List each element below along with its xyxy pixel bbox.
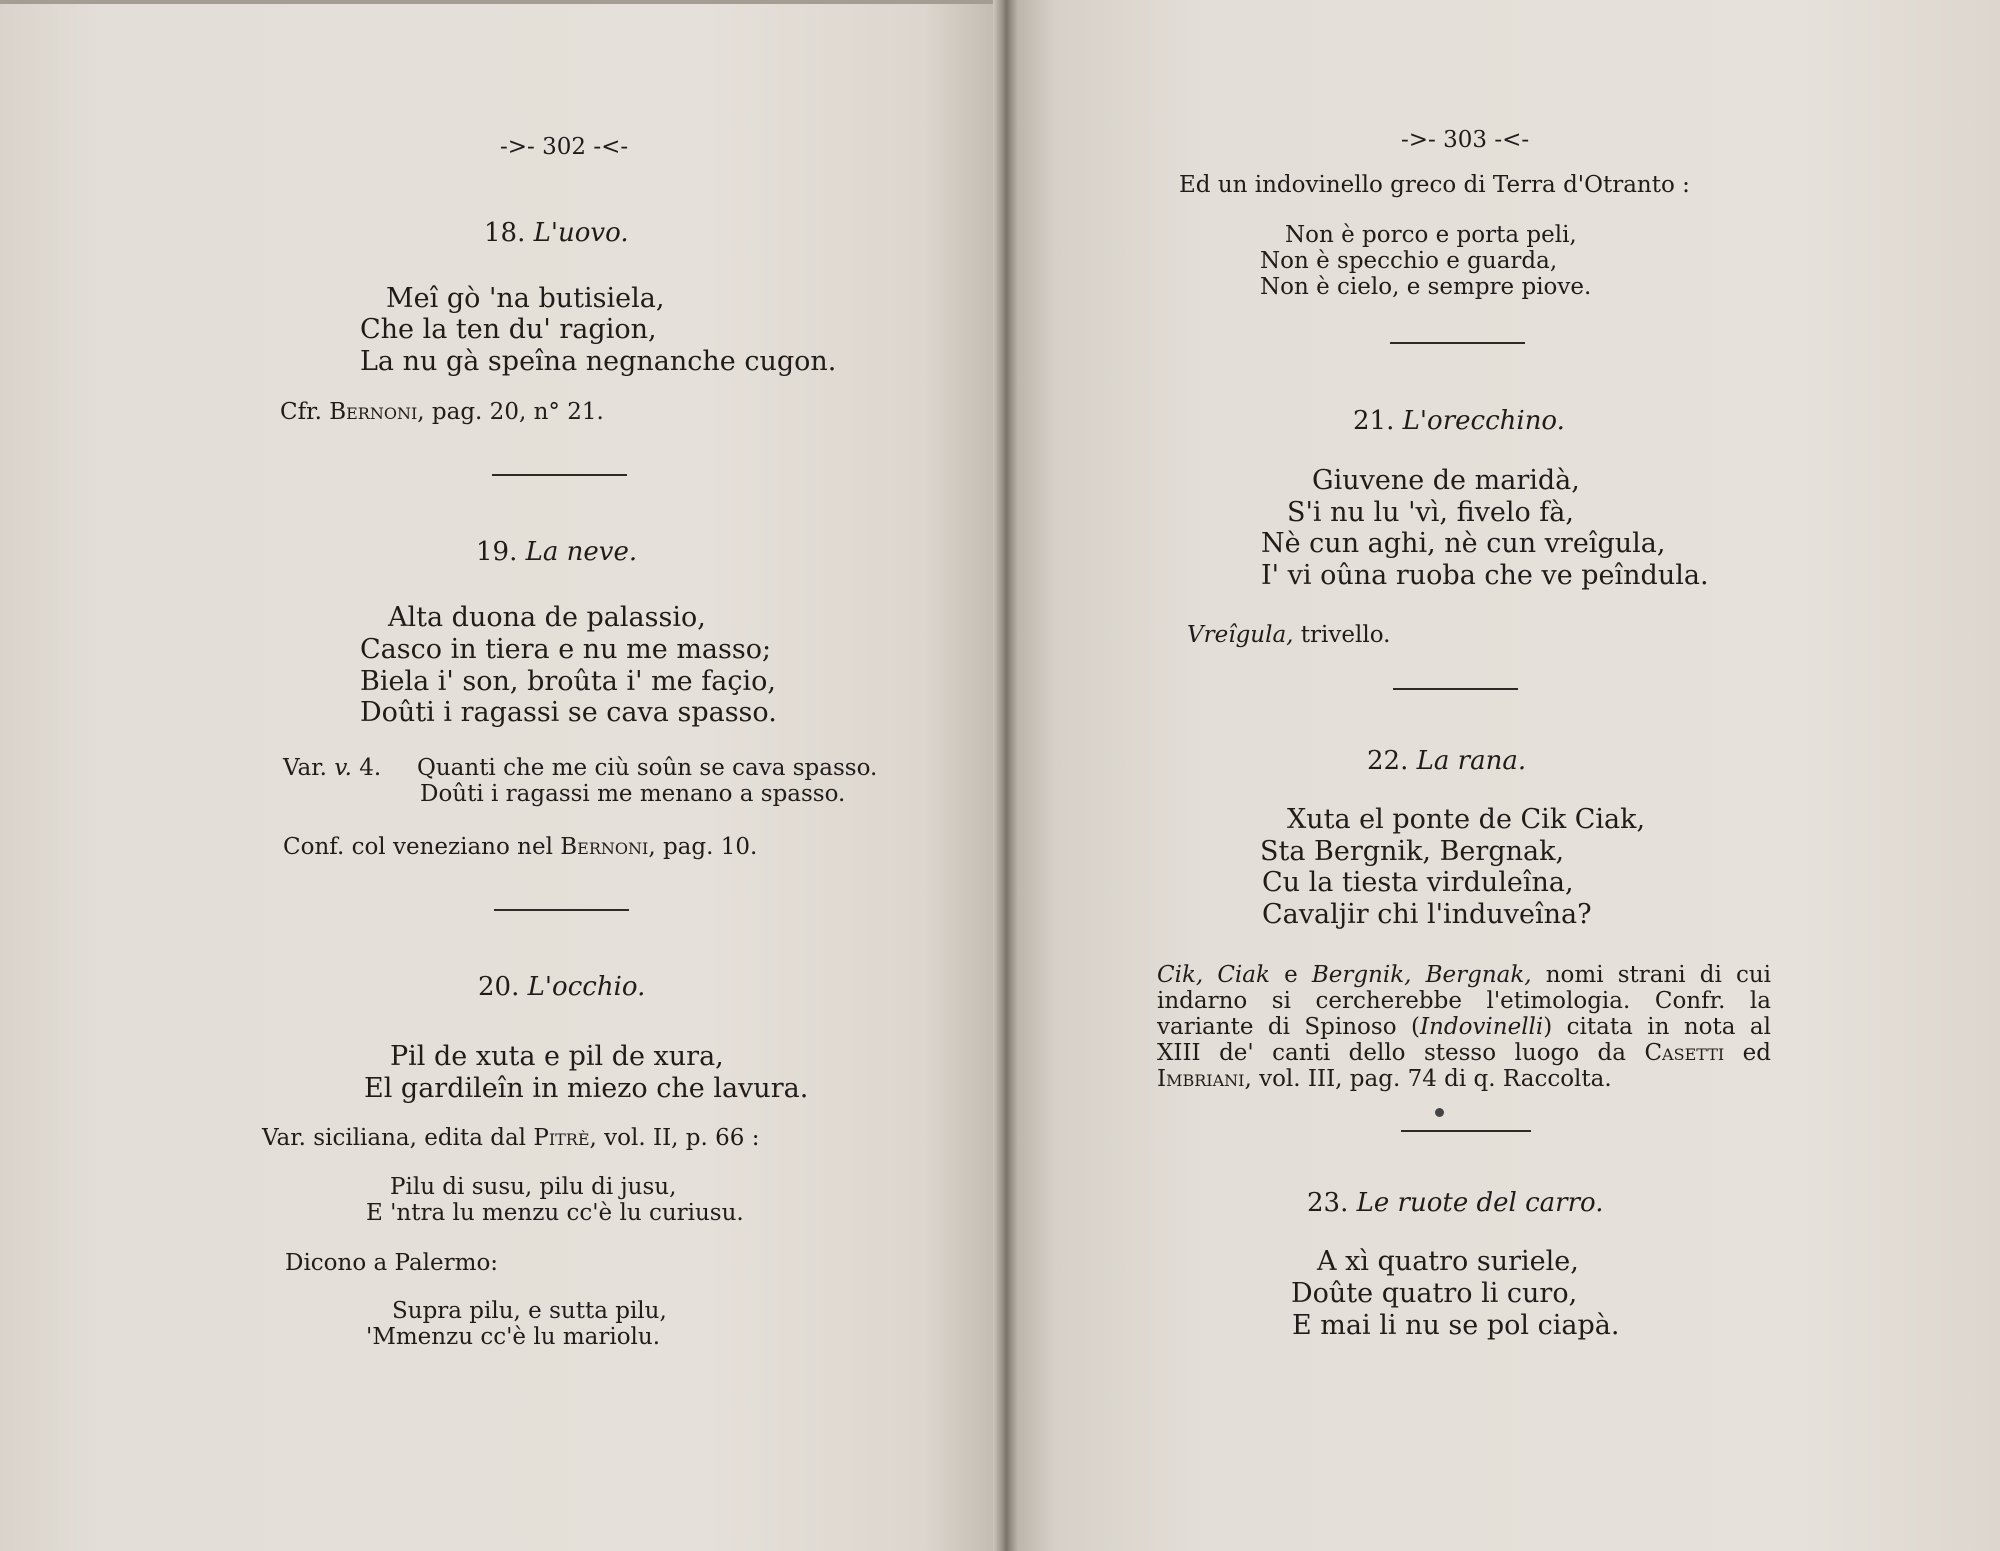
note-author: Imbriani	[1157, 1066, 1245, 1092]
etymology-note	[1157, 962, 1771, 1092]
conf-suffix: , pag. 10.	[648, 834, 758, 860]
verse-line: Che la ten du' ragion,	[360, 314, 657, 345]
ref-author: Bernoni	[329, 399, 418, 425]
note-text: ) citata in nota al XIII de' canti dello stesso luogo da	[1157, 1014, 1771, 1066]
ref-prefix: Cfr.	[280, 399, 322, 425]
riddle-number: 21.	[1353, 406, 1395, 436]
quote-line: Non è cielo, e sempre piove.	[1260, 274, 1592, 300]
variant-note	[262, 1125, 759, 1151]
quote-line: Non è specchio e guarda,	[1260, 248, 1558, 274]
riddle-title: L'occhio.	[527, 972, 646, 1002]
verse-line: Xuta el ponte de Cik Ciak,	[1287, 804, 1646, 835]
verse-line: Doûti i ragassi se cava spasso.	[360, 697, 777, 728]
section-divider	[1390, 342, 1525, 344]
var-suffix: , vol. II, p. 66 :	[589, 1125, 760, 1151]
page-number-value: 303	[1443, 127, 1488, 153]
right-page	[1005, 0, 2000, 1551]
verse-line: Casco in tiera e nu me masso;	[360, 634, 772, 665]
variant-line: Doûti i ragassi me menano a spasso.	[420, 781, 846, 807]
verse-line: I' vi oûna ruoba che ve peîndula.	[1261, 560, 1709, 591]
quote-line: Non è porco e porta peli,	[1285, 222, 1577, 248]
verse-line: Giuvene de maridà,	[1312, 465, 1580, 496]
variant-line: Quanti che me ciù soûn se cava spasso.	[417, 755, 878, 781]
gloss-text: trivello.	[1293, 622, 1391, 648]
section-divider	[1401, 1130, 1531, 1132]
riddle-22-heading	[1367, 746, 1526, 776]
page-number-left: ->- 302 -<-	[500, 134, 629, 160]
page-top-edge	[0, 0, 1000, 4]
ink-spot	[1435, 1108, 1444, 1117]
verse-line: Pil de xuta e pil de xura,	[390, 1041, 724, 1072]
riddle-title: Le ruote del carro.	[1356, 1188, 1604, 1218]
verse-line: Cu la tiesta virduleîna,	[1262, 867, 1574, 898]
riddle-20-heading	[478, 972, 645, 1002]
verse-line: Biela i' son, broûta i' me façio,	[360, 666, 776, 697]
var-verse-number: 4.	[351, 755, 382, 781]
riddle-21-heading	[1353, 406, 1565, 436]
quote-line: 'Mmenzu cc'è lu mariolu.	[366, 1324, 661, 1350]
var-author: Pitrè	[533, 1125, 590, 1151]
section-divider	[1393, 688, 1518, 690]
note-author: Casetti	[1644, 1040, 1725, 1066]
verse-line: El gardileîn in miezo che lavura.	[364, 1073, 809, 1104]
note-italic: Bergnik, Bergnak,	[1311, 962, 1532, 988]
verse-line: La nu gà speîna negnanche cugon.	[360, 346, 837, 377]
page-number-right: ->- 303 -<-	[1401, 127, 1530, 153]
var-label: Var.	[283, 755, 327, 781]
verse-line: Alta duona de palassio,	[388, 602, 706, 633]
verse-line: Nè cun aghi, nè cun vreîgula,	[1261, 528, 1666, 559]
variant-note	[283, 755, 381, 781]
conf-author: Bernoni	[560, 834, 649, 860]
section-divider	[494, 909, 629, 911]
riddle-number: 23.	[1307, 1188, 1349, 1218]
quote-line: Supra pilu, e sutta pilu,	[392, 1298, 667, 1324]
palermo-intro: Dicono a Palermo:	[285, 1250, 499, 1276]
riddle-title: L'orecchino.	[1402, 406, 1565, 436]
riddle-title: La rana.	[1416, 746, 1527, 776]
quote-line: Pilu di susu, pilu di jusu,	[390, 1174, 677, 1200]
riddle-19-heading	[476, 537, 637, 567]
riddle-title: La neve.	[525, 537, 638, 567]
page-number-value: 302	[542, 134, 587, 160]
verse-line: E mai li nu se pol ciapà.	[1292, 1310, 1620, 1341]
var-prefix: Var. siciliana, edita dal	[262, 1125, 527, 1151]
note-text: nomi strani di cui indarno si cercherebbe l'etimologia. Confr. la variante di Spinoso (	[1157, 962, 1772, 1040]
verse-line: Meî gò 'na butisiela,	[386, 283, 665, 314]
verse-line: S'i nu lu 'vì, fivelo fà,	[1287, 497, 1574, 528]
verse-line: Sta Bergnik, Bergnak,	[1260, 836, 1565, 867]
quote-line: E 'ntra lu menzu cc'è lu curiusu.	[366, 1200, 744, 1226]
greek-intro: Ed un indovinello greco di Terra d'Otranto :	[1179, 172, 1690, 198]
riddle-number: 22.	[1367, 746, 1409, 776]
note-text: e	[1269, 962, 1312, 988]
gloss-note	[1187, 622, 1390, 648]
note-italic: Cik, Ciak	[1157, 962, 1270, 988]
riddle-number: 20.	[478, 972, 520, 1002]
reference-note	[280, 399, 604, 425]
note-italic: Indovinelli	[1419, 1014, 1544, 1040]
verse-line: Doûte quatro li curo,	[1291, 1278, 1578, 1309]
gloss-word: Vreîgula,	[1187, 622, 1294, 648]
verse-line: Cavaljir chi l'induveîna?	[1262, 899, 1592, 930]
riddle-number: 19.	[476, 537, 518, 567]
riddle-title: L'uovo.	[533, 218, 629, 248]
section-divider	[492, 474, 627, 476]
ref-suffix: , pag. 20, n° 21.	[417, 399, 604, 425]
var-verse-marker: v.	[334, 755, 352, 781]
note-text: , vol. III, pag. 74 di q. Raccolta.	[1244, 1066, 1612, 1092]
riddle-number: 18.	[484, 218, 526, 248]
conf-prefix: Conf. col veneziano nel	[283, 834, 553, 860]
verse-line: A xì quatro suriele,	[1317, 1246, 1579, 1277]
riddle-18-heading	[484, 218, 629, 248]
book-gutter	[993, 0, 1017, 1551]
conf-note	[283, 834, 757, 860]
riddle-23-heading	[1307, 1188, 1603, 1218]
note-text: ed	[1724, 1040, 1771, 1066]
